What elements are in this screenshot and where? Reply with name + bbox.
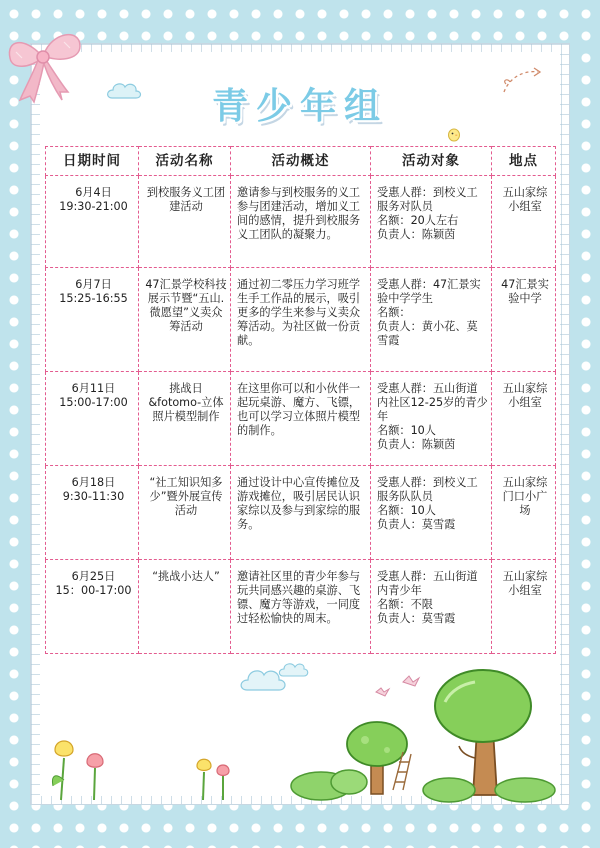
header-desc: 活动概述 bbox=[231, 147, 371, 176]
chick-icon bbox=[447, 126, 461, 142]
target-owner: 负责人：陈颖茵 bbox=[377, 438, 456, 451]
activity-desc-cell: 在这里你可以和小伙伴一起玩桌游、魔方、飞镖，也可以学习立体照片模型的制作。 bbox=[231, 372, 371, 466]
tulip-icon bbox=[217, 765, 229, 800]
cloud-icon bbox=[106, 80, 142, 102]
tulip-icon bbox=[197, 759, 211, 800]
target-cell bbox=[371, 268, 492, 372]
target-cell bbox=[371, 466, 492, 560]
date-cell bbox=[46, 372, 139, 466]
tulip-icon bbox=[87, 754, 103, 800]
target-quota: 名额：20人左右 bbox=[377, 214, 459, 227]
target-owner: 负责人：莫雪霞 bbox=[377, 518, 456, 531]
cloud-icon bbox=[241, 671, 285, 690]
date-cell bbox=[46, 466, 139, 560]
date-text: 6月11日 bbox=[71, 382, 116, 395]
target-group: 受惠人群：到校义工服务对队员 bbox=[377, 186, 478, 213]
place-cell: 47汇景实验中学 bbox=[492, 268, 556, 372]
bottom-illustration bbox=[31, 640, 569, 805]
cloud-icon bbox=[279, 664, 307, 676]
target-group: 受惠人群：47汇景实验中学学生 bbox=[377, 278, 481, 305]
target-cell bbox=[371, 176, 492, 268]
activity-desc-cell: 通过初二零压力学习班学生手工作品的展示，吸引更多的学生来参与义卖众筹活动。为社区做一份贡献。 bbox=[231, 268, 371, 372]
tulip-icon bbox=[52, 741, 73, 800]
target-owner: 负责人：莫雪霞 bbox=[377, 612, 456, 625]
target-owner: 负责人：陈颖茵 bbox=[377, 228, 456, 241]
time-text: 19:30-21:00 bbox=[59, 200, 128, 213]
activity-desc-cell: 通过设计中心宣传摊位及游戏摊位，吸引居民认识家综以及参与到家综的服务。 bbox=[231, 466, 371, 560]
target-group: 受惠人群：五山街道内社区12-25岁的青少年 bbox=[377, 382, 488, 423]
place-cell: 五山家综门口小广场 bbox=[492, 466, 556, 560]
target-quota: 名额：10人 bbox=[377, 504, 436, 517]
header-date: 日期时间 bbox=[46, 147, 139, 176]
bush-icon bbox=[291, 770, 367, 800]
time-text: 15:25-16:55 bbox=[59, 292, 128, 305]
date-cell bbox=[46, 176, 139, 268]
place-cell: 五山家综小组室 bbox=[492, 372, 556, 466]
header-target: 活动对象 bbox=[371, 147, 492, 176]
date-cell bbox=[46, 268, 139, 372]
table-row bbox=[46, 466, 556, 560]
date-text: 6月4日 bbox=[75, 186, 112, 199]
place-cell: 五山家综小组室 bbox=[492, 560, 556, 654]
date-text: 6月7日 bbox=[75, 278, 112, 291]
target-quota: 名额：10人 bbox=[377, 424, 436, 437]
activity-desc-cell: 邀请参与到校服务的义工参与团建活动，增加义工间的感情，提升到校服务义工团队的凝聚力。 bbox=[231, 176, 371, 268]
target-quota: 名额：不限 bbox=[377, 598, 433, 611]
target-cell bbox=[371, 372, 492, 466]
time-text: 15:00-17:00 bbox=[59, 396, 128, 409]
activity-desc-cell: 邀请社区里的青少年参与玩共同感兴趣的桌游、飞镖、魔方等游戏，一同度过轻松愉快的周末。 bbox=[231, 560, 371, 654]
tree-icon bbox=[435, 670, 531, 795]
table-row bbox=[46, 268, 556, 372]
activity-name-cell: 挑战日&fotomo-立体照片模型制作 bbox=[139, 372, 231, 466]
date-text: 6月25日 bbox=[71, 570, 116, 583]
time-text: 9:30-11:30 bbox=[62, 490, 125, 503]
header-place: 地点 bbox=[492, 147, 556, 176]
table-row bbox=[46, 176, 556, 268]
target-group: 受惠人群：五山街道内青少年 bbox=[377, 570, 478, 597]
activity-name-cell: 47汇景学校科技展示节暨“五山.微愿望”义卖众筹活动 bbox=[139, 268, 231, 372]
schedule-table bbox=[45, 146, 556, 654]
activity-name-cell: “社工知识知多少”暨外展宣传活动 bbox=[139, 466, 231, 560]
table-row bbox=[46, 372, 556, 466]
dashed-arrow-icon bbox=[500, 62, 544, 96]
page-title: 青少年组 bbox=[211, 86, 388, 127]
header-name: 活动名称 bbox=[139, 147, 231, 176]
bird-icon bbox=[376, 676, 419, 696]
target-quota: 名额： bbox=[377, 306, 411, 319]
table-header-row bbox=[46, 147, 556, 176]
activity-name-cell: 到校服务义工团建活动 bbox=[139, 176, 231, 268]
time-text: 15：00-17:00 bbox=[55, 584, 132, 597]
target-owner: 负责人：黄小花、莫雪霞 bbox=[377, 320, 478, 347]
activity-name-cell: “挑战小达人” bbox=[139, 560, 231, 654]
date-text: 6月18日 bbox=[71, 476, 116, 489]
place-cell: 五山家综小组室 bbox=[492, 176, 556, 268]
target-group: 受惠人群：到校义工服务队队员 bbox=[377, 476, 478, 503]
